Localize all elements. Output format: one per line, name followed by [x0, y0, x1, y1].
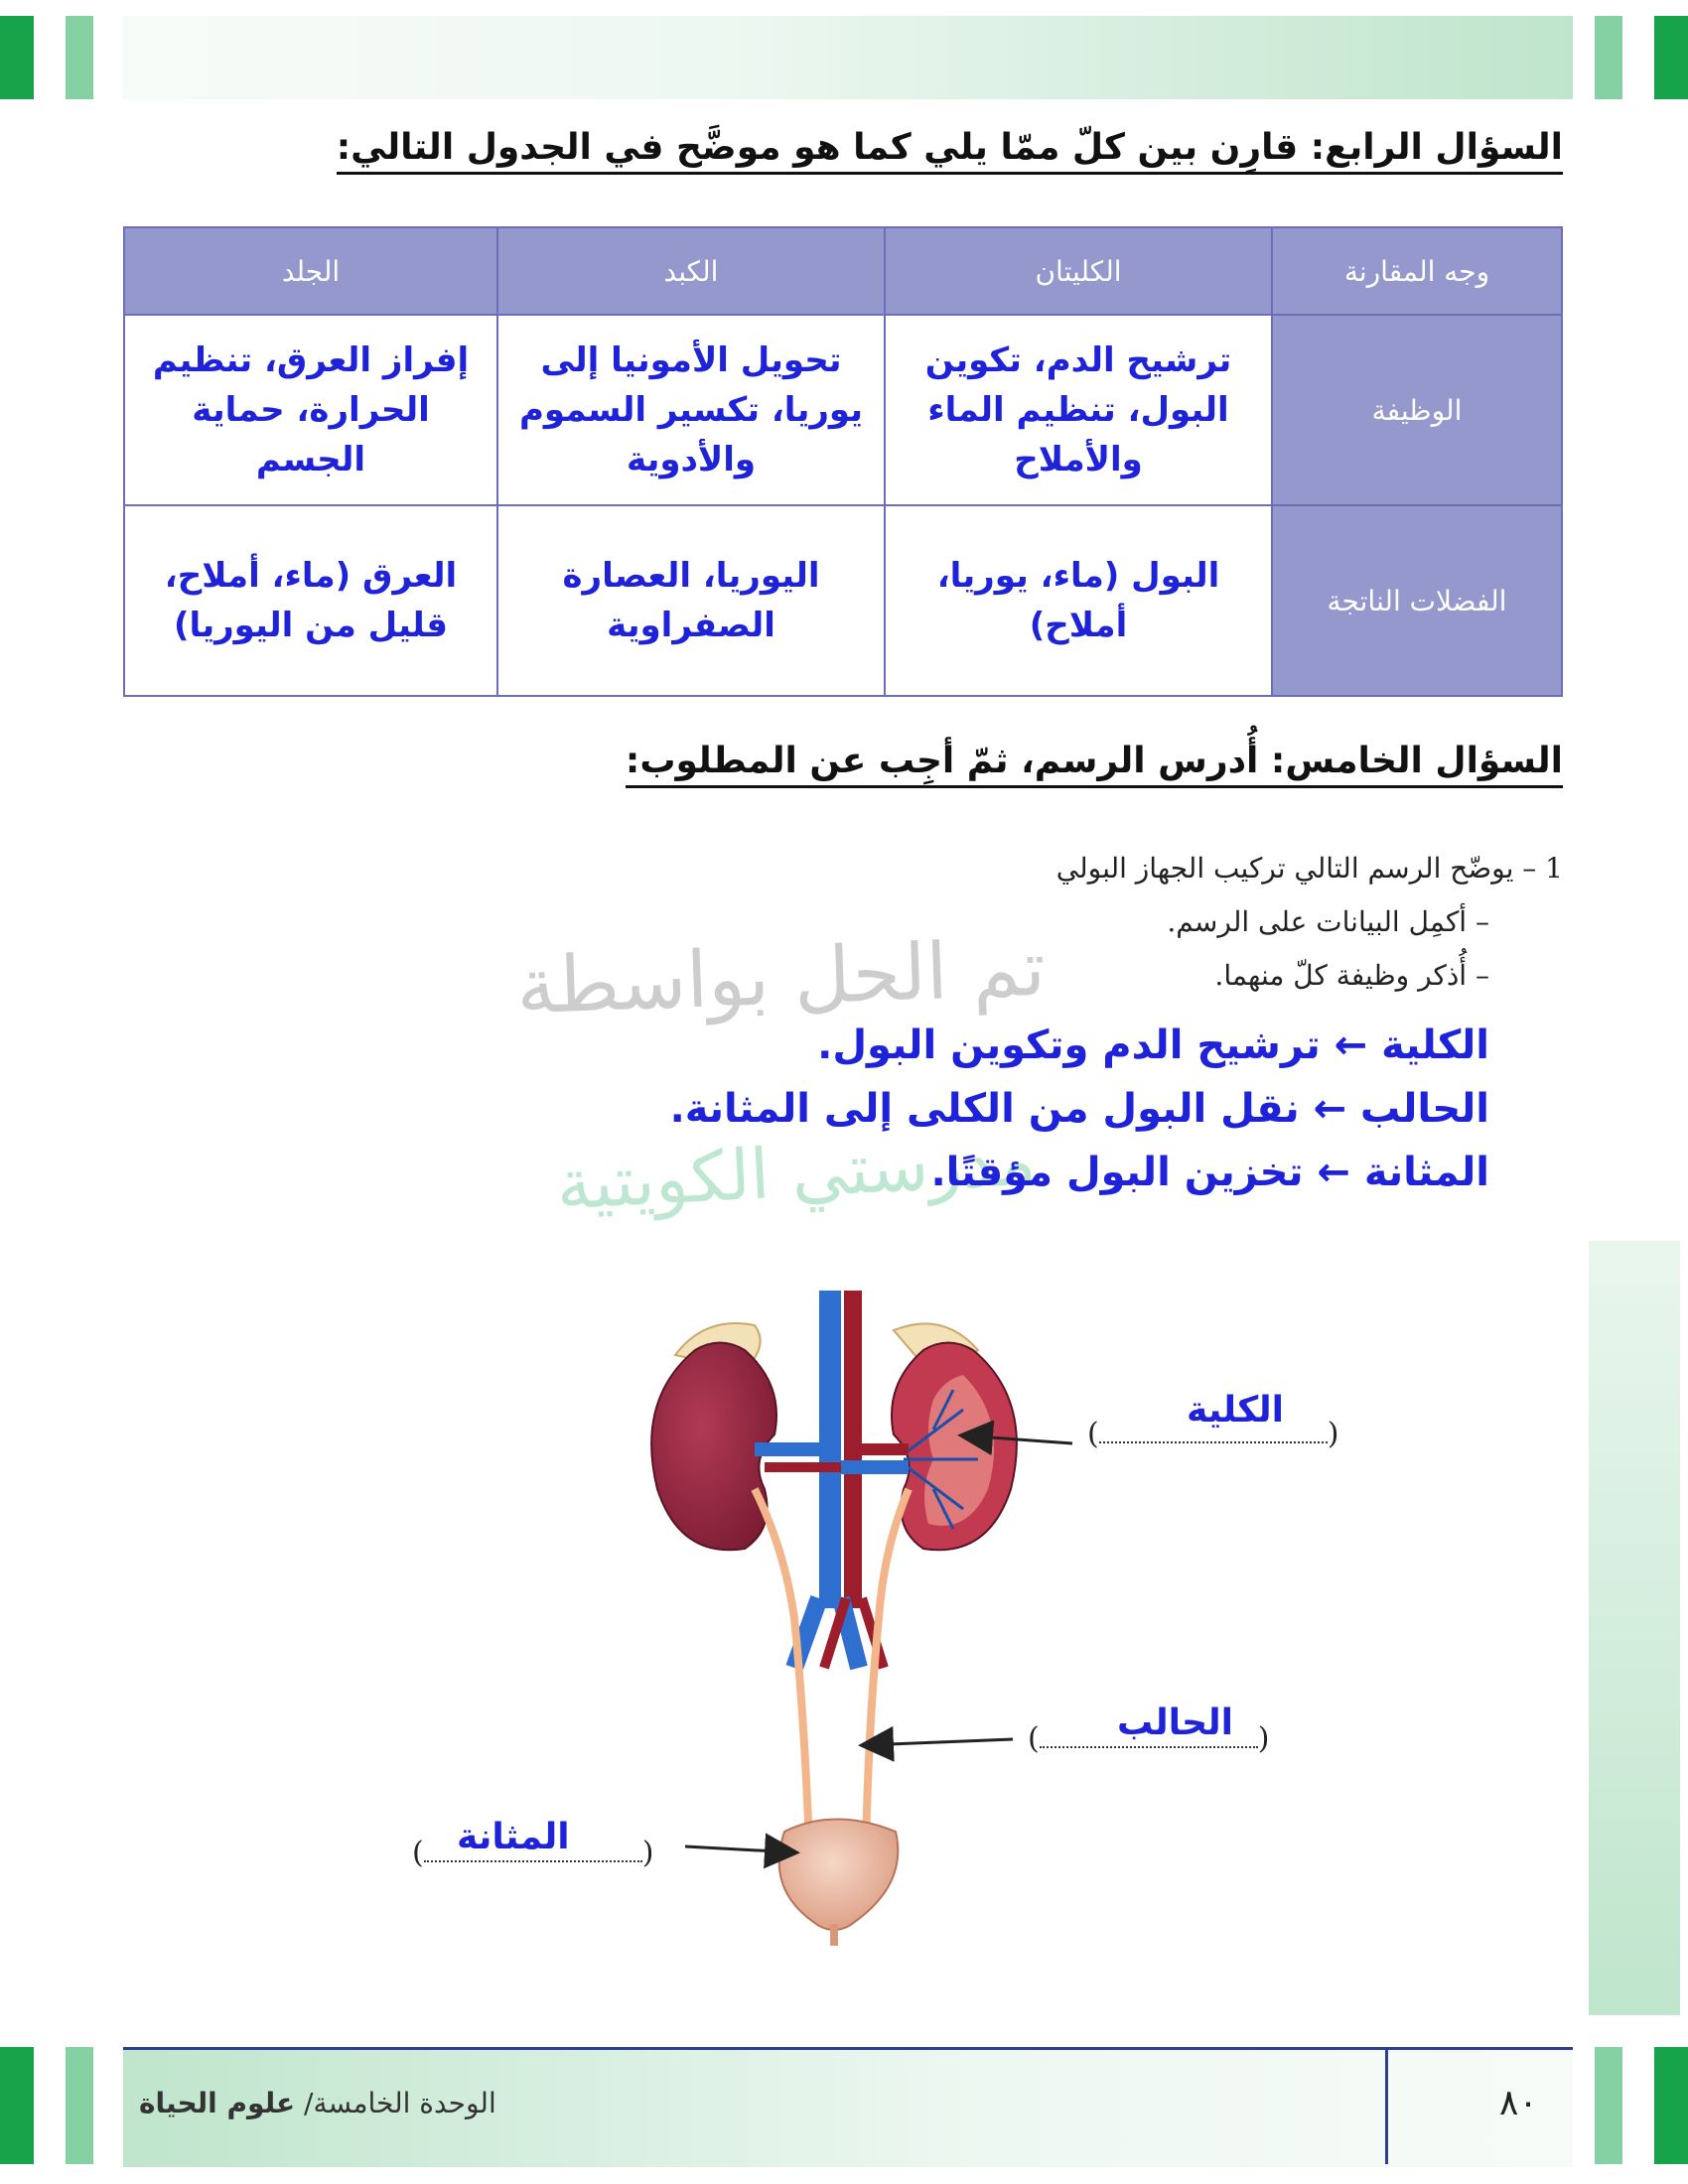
- header-skin: الجلد: [124, 227, 497, 315]
- liver-waste: اليوريا، العصارة الصفراوية: [497, 505, 885, 696]
- footer-unit: [139, 2087, 496, 2119]
- footer-unit-label: الوحدة الخامسة/: [295, 2087, 496, 2119]
- watermark-line1: تم الحل بواسطة: [514, 923, 1048, 1032]
- footer-subject: علوم الحياة: [139, 2087, 296, 2119]
- urethra: [830, 1924, 838, 1946]
- top-right-bar-dark: [1654, 16, 1688, 99]
- header-kidneys: الكليتان: [885, 227, 1272, 315]
- bladder-label: المثانة: [457, 1817, 570, 1857]
- liver-function: تحويل الأمونيا إلى يوريا، تكسير السموم والأدوية: [497, 315, 885, 505]
- bottom-left-bar-light: [66, 2047, 93, 2164]
- question5-task1: – أكمِل البيانات على الرسم.: [1167, 905, 1489, 938]
- top-band: [123, 16, 1573, 99]
- row-label-function: الوظيفة: [1272, 315, 1562, 505]
- bottom-right-bar-dark: [1654, 2047, 1688, 2164]
- kidneys-function: ترشيح الدم، تكوين البول، تنظيم الماء والأملاح: [885, 315, 1272, 505]
- ureter-label-blank: ( ): [1028, 1712, 1269, 1756]
- header-criteria: وجه المقارنة: [1272, 227, 1562, 315]
- arrow-kidney: [963, 1435, 1072, 1443]
- arrow-bladder: [685, 1846, 794, 1852]
- answer-bladder: المثانة ← تخزين البول مؤقتًا.: [930, 1150, 1489, 1195]
- right-side-band: [1589, 1241, 1680, 2015]
- question5-title: السؤال الخامس: أُدرس الرسم، ثمّ أجِب عن المطلوب:: [626, 741, 1563, 788]
- bottom-left-bar-dark: [0, 2047, 34, 2164]
- answer-ureter: الحالب ← نقل البول من الكلى إلى المثانة.: [669, 1086, 1489, 1132]
- kidneys-waste: البول (ماء، يوريا، أملاح): [885, 505, 1272, 696]
- watermark-line2: مدرستي الكويتية: [554, 1119, 1039, 1226]
- skin-function: إفراز العرق، تنظيم الحرارة، حماية الجسم: [124, 315, 497, 505]
- header-liver: الكبد: [497, 227, 885, 315]
- question5-item1: 1 – يوضّح الرسم التالي تركيب الجهاز البولي: [1055, 852, 1563, 885]
- top-left-bar-dark: [0, 16, 34, 99]
- bottom-right-bar-light: [1595, 2047, 1622, 2164]
- arrow-ureter: [864, 1739, 1013, 1745]
- footer-divider: [1385, 2050, 1388, 2164]
- row-label-waste: الفضلات الناتجة: [1272, 505, 1562, 696]
- kidney-label-blank: ( ): [1087, 1408, 1338, 1451]
- answer-kidney: الكلية ← ترشيح الدم وتكوين البول.: [817, 1023, 1489, 1068]
- bladder-label-blank: ( ): [412, 1827, 653, 1870]
- top-left-bar-light: [66, 16, 93, 99]
- comparison-table: [123, 226, 1563, 697]
- question5-task2: – أُذكر وظيفة كلّ منهما.: [1214, 959, 1489, 992]
- ureter-label: الحالب: [1117, 1703, 1233, 1743]
- top-right-bar-light: [1595, 16, 1622, 99]
- page-number: ٨٠: [1499, 2083, 1538, 2123]
- skin-waste: العرق (ماء، أملاح، قليل من اليوريا): [124, 505, 497, 696]
- label-arrows: [665, 1410, 1082, 1886]
- kidney-label: الكلية: [1187, 1390, 1285, 1431]
- question4-title: السؤال الرابع: قارِن بين كلّ ممّا يلي كما هو موضَّح في الجدول التالي:: [337, 127, 1563, 175]
